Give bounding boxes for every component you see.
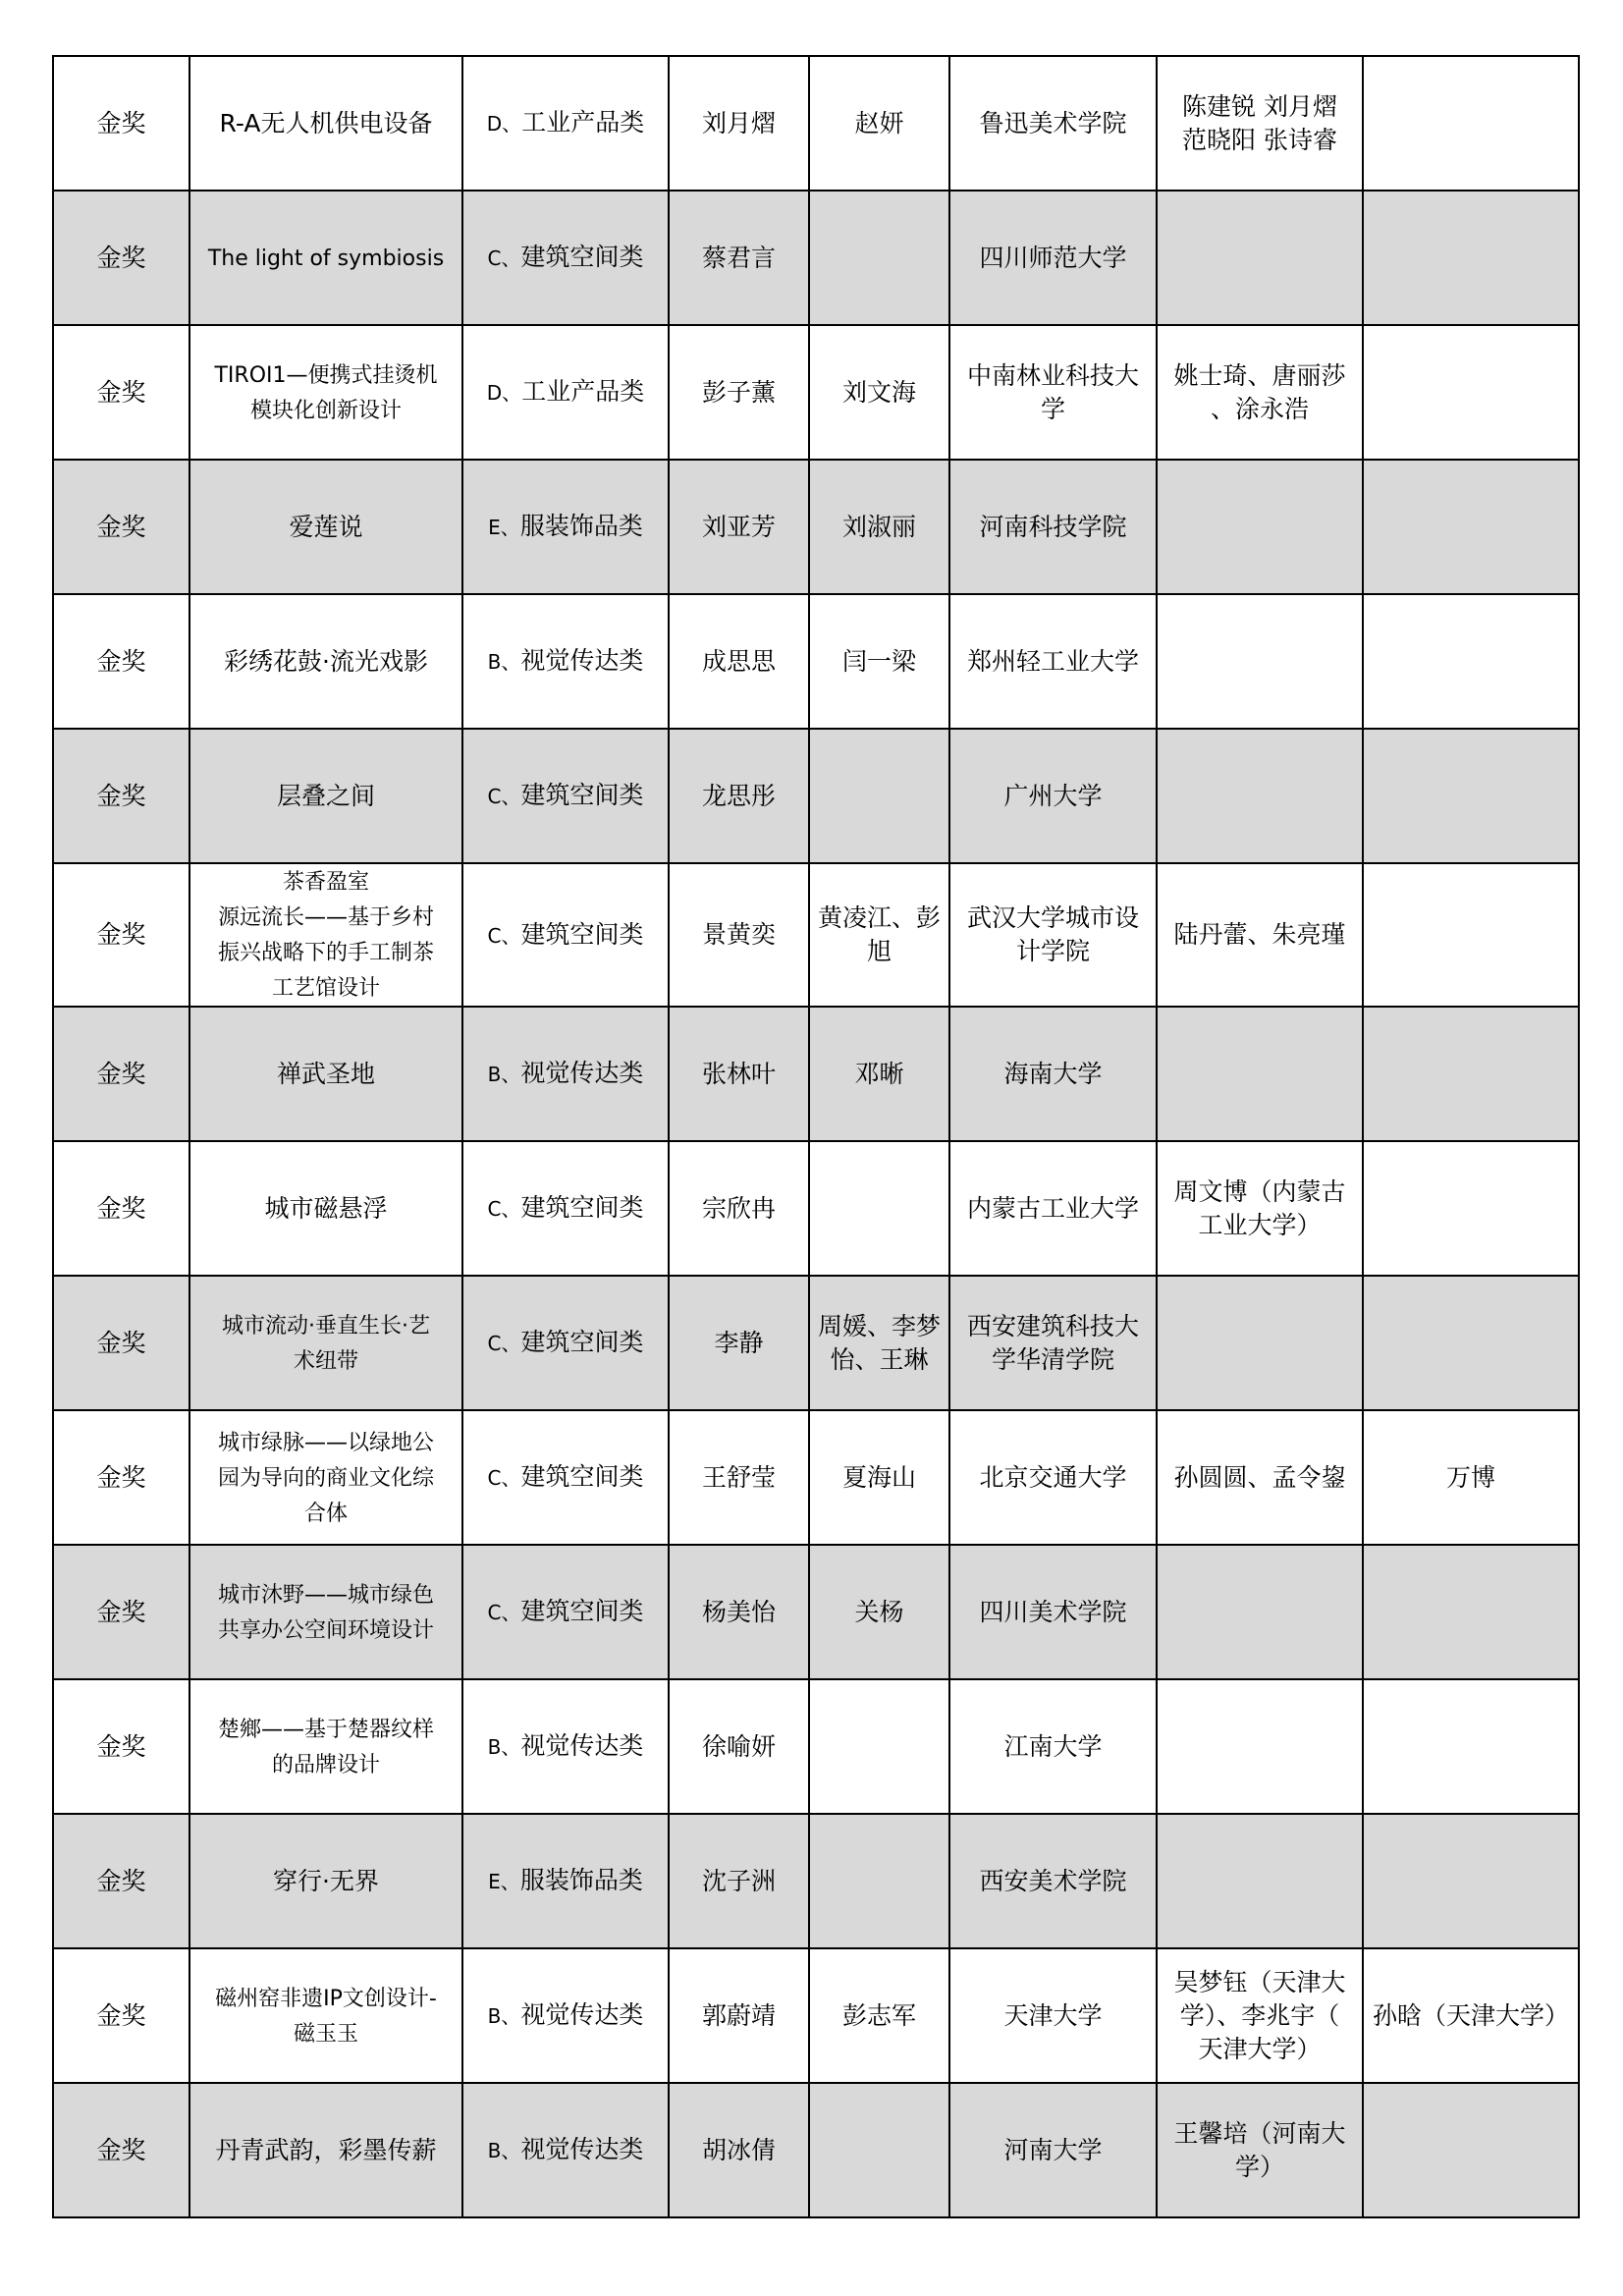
category-label: 视觉传达类 — [520, 2000, 644, 2029]
award-cell — [53, 2083, 189, 2217]
teacher-text: 刘文海 — [841, 377, 916, 407]
author-text: 徐喻妍 — [701, 1731, 776, 1761]
author-cell — [669, 2083, 809, 2217]
extra-cell — [1363, 1679, 1579, 1814]
category-code: B、 — [487, 650, 521, 674]
members-cell — [1157, 729, 1363, 863]
category-code: B、 — [487, 1735, 521, 1759]
category-cell — [462, 863, 669, 1007]
category-label: 视觉传达类 — [520, 1059, 644, 1087]
author-text: 郭蔚靖 — [701, 2000, 776, 2030]
extra-text: 孙晗（天津大学） — [1372, 2000, 1569, 2030]
members-cell — [1157, 191, 1363, 325]
award-cell — [53, 594, 189, 729]
teacher-cell — [809, 1141, 949, 1276]
award-text: 金奖 — [96, 1597, 146, 1626]
work-title-cell — [189, 1141, 462, 1276]
category-label: 建筑空间类 — [520, 243, 644, 271]
award-cell — [53, 1141, 189, 1276]
table-row — [53, 1814, 1579, 1948]
category-code: C、 — [487, 1332, 521, 1355]
school-cell — [949, 1007, 1157, 1141]
author-text: 景黄奕 — [701, 920, 776, 949]
teacher-text: 夏海山 — [841, 1462, 916, 1492]
school-cell — [949, 2083, 1157, 2217]
teacher-cell — [809, 863, 949, 1007]
category-cell — [462, 2083, 669, 2217]
school-text: 河南大学 — [1003, 2135, 1103, 2164]
category-label: 建筑空间类 — [520, 1597, 644, 1625]
award-text: 金奖 — [96, 1866, 146, 1895]
work-title-cell — [189, 191, 462, 325]
work-title-cell — [189, 1410, 462, 1545]
category-label: 视觉传达类 — [520, 2135, 644, 2163]
school-cell — [949, 1545, 1157, 1679]
award-text: 金奖 — [96, 1328, 146, 1357]
award-cell — [53, 1007, 189, 1141]
award-cell — [53, 325, 189, 460]
author-cell — [669, 594, 809, 729]
members-cell — [1157, 863, 1363, 1007]
awards-table — [52, 55, 1580, 2218]
work-title-text: 城市沐野——城市绿色 共享办公空间环境设计 — [217, 1582, 434, 1643]
teacher-cell — [809, 1814, 949, 1948]
school-text: 天津大学 — [1003, 2000, 1103, 2030]
category-label: 建筑空间类 — [520, 919, 644, 949]
work-title-cell — [189, 460, 462, 594]
work-title-cell — [189, 1007, 462, 1141]
teacher-cell — [809, 325, 949, 460]
work-title-text: 爱莲说 — [289, 512, 363, 541]
award-cell — [53, 1679, 189, 1814]
teacher-text: 刘淑丽 — [841, 512, 916, 541]
author-text: 胡冰倩 — [701, 2135, 776, 2164]
award-text: 金奖 — [96, 2000, 146, 2030]
category-code: B、 — [487, 2139, 521, 2162]
award-cell — [53, 1545, 189, 1679]
members-cell — [1157, 1007, 1363, 1141]
work-title-text: 禅武圣地 — [276, 1059, 375, 1088]
members-text: 孙圆圆、孟令鋆 — [1173, 1462, 1346, 1492]
work-title-cell — [189, 1276, 462, 1410]
category-cell — [462, 460, 669, 594]
author-cell — [669, 1948, 809, 2083]
school-text: 广州大学 — [1003, 781, 1103, 810]
members-cell — [1157, 1814, 1363, 1948]
school-cell — [949, 191, 1157, 325]
category-label: 工业产品类 — [521, 108, 645, 137]
school-text: 内蒙古工业大学 — [966, 1193, 1139, 1223]
author-text: 成思思 — [701, 646, 776, 676]
teacher-cell — [809, 460, 949, 594]
work-title-cell — [189, 2083, 462, 2217]
members-cell — [1157, 1410, 1363, 1545]
category-code: C、 — [487, 785, 521, 808]
extra-cell — [1363, 2083, 1579, 2217]
school-text: 郑州轻工业大学 — [966, 646, 1139, 676]
work-title-cell — [189, 325, 462, 460]
members-cell — [1157, 1679, 1363, 1814]
work-title-cell — [189, 56, 462, 191]
members-cell — [1157, 1276, 1363, 1410]
work-title-text: 城市流动·垂直生长·艺 术纽带 — [222, 1313, 430, 1374]
teacher-cell — [809, 56, 949, 191]
category-cell — [462, 1679, 669, 1814]
work-title-text: 城市磁悬浮 — [264, 1193, 388, 1223]
award-text: 金奖 — [96, 920, 146, 949]
award-text: 金奖 — [96, 1193, 146, 1223]
category-cell — [462, 1545, 669, 1679]
author-cell — [669, 1141, 809, 1276]
category-code: B、 — [487, 2004, 521, 2028]
category-code: D、 — [486, 112, 522, 136]
author-text: 李静 — [714, 1328, 764, 1357]
work-title-text: 层叠之间 — [276, 781, 375, 810]
category-label: 视觉传达类 — [520, 646, 644, 675]
extra-cell — [1363, 191, 1579, 325]
table-row — [53, 1679, 1579, 1814]
work-title-cell — [189, 594, 462, 729]
work-title-cell — [189, 1679, 462, 1814]
school-cell — [949, 1276, 1157, 1410]
school-text: 江南大学 — [1003, 1731, 1103, 1761]
members-cell — [1157, 1948, 1363, 2083]
table-row — [53, 729, 1579, 863]
table-row — [53, 1276, 1579, 1410]
award-cell — [53, 191, 189, 325]
award-text: 金奖 — [96, 1731, 146, 1761]
school-text: 北京交通大学 — [979, 1462, 1127, 1492]
school-cell — [949, 325, 1157, 460]
extra-cell — [1363, 1141, 1579, 1276]
category-label: 建筑空间类 — [520, 1462, 644, 1491]
extra-cell — [1363, 56, 1579, 191]
category-cell — [462, 1007, 669, 1141]
school-cell — [949, 1679, 1157, 1814]
category-label: 服装饰品类 — [519, 512, 643, 540]
work-title-text: 穿行·无界 — [273, 1866, 379, 1895]
category-cell — [462, 594, 669, 729]
work-title-text: 城市绿脉——以绿地公 园为导向的商业文化综 合体 — [217, 1430, 434, 1526]
teacher-text: 黄凌江、彭 旭 — [817, 903, 941, 965]
extra-cell — [1363, 729, 1579, 863]
author-cell — [669, 729, 809, 863]
school-text: 四川美术学院 — [979, 1597, 1127, 1626]
table-row — [53, 1410, 1579, 1545]
school-text: 河南科技学院 — [979, 512, 1127, 541]
table-row — [53, 594, 1579, 729]
award-text: 金奖 — [96, 2135, 146, 2164]
extra-cell — [1363, 1276, 1579, 1410]
extra-text: 万博 — [1445, 1462, 1495, 1492]
table-row — [53, 460, 1579, 594]
author-cell — [669, 1545, 809, 1679]
author-text: 刘月熠 — [701, 108, 776, 137]
award-cell — [53, 1814, 189, 1948]
extra-cell — [1363, 1814, 1579, 1948]
work-title-cell — [189, 1948, 462, 2083]
author-text: 沈子洲 — [701, 1866, 776, 1895]
extra-cell — [1363, 1410, 1579, 1545]
author-cell — [669, 1814, 809, 1948]
extra-cell — [1363, 325, 1579, 460]
school-cell — [949, 460, 1157, 594]
author-text: 杨美怡 — [701, 1597, 776, 1626]
category-label: 工业产品类 — [521, 377, 645, 406]
school-cell — [949, 56, 1157, 191]
category-label: 视觉传达类 — [520, 1731, 644, 1760]
work-title-text: 楚鄉——基于楚器纹样 的品牌设计 — [217, 1717, 434, 1777]
teacher-cell — [809, 594, 949, 729]
author-text: 刘亚芳 — [701, 512, 776, 541]
members-text: 王馨培（河南大 学） — [1173, 2118, 1346, 2181]
category-label: 服装饰品类 — [519, 1866, 643, 1894]
work-title-cell — [189, 863, 462, 1007]
teacher-cell — [809, 1276, 949, 1410]
category-code: C、 — [487, 1197, 521, 1221]
extra-cell — [1363, 594, 1579, 729]
school-text: 中南林业科技大 学 — [966, 360, 1139, 423]
award-cell — [53, 1276, 189, 1410]
school-text: 海南大学 — [1003, 1059, 1103, 1088]
category-label: 建筑空间类 — [520, 1328, 644, 1356]
award-cell — [53, 460, 189, 594]
author-cell — [669, 863, 809, 1007]
school-cell — [949, 1410, 1157, 1545]
author-cell — [669, 191, 809, 325]
table-row — [53, 191, 1579, 325]
table-row — [53, 56, 1579, 191]
school-cell — [949, 1141, 1157, 1276]
award-text: 金奖 — [96, 377, 146, 407]
school-text: 武汉大学城市设 计学院 — [966, 903, 1139, 965]
table-row — [53, 1545, 1579, 1679]
category-cell — [462, 191, 669, 325]
work-title-text: 丹青武韵，彩墨传薪 — [215, 2135, 437, 2164]
table-row — [53, 1141, 1579, 1276]
work-title-text: R-A无人机供电设备 — [219, 108, 433, 137]
school-cell — [949, 863, 1157, 1007]
members-text: 姚士琦、唐丽莎 、涂永浩 — [1173, 360, 1346, 423]
table-row — [53, 863, 1579, 1007]
category-code: C、 — [487, 1601, 521, 1624]
author-cell — [669, 460, 809, 594]
author-text: 龙思彤 — [701, 781, 776, 810]
school-text: 西安美术学院 — [979, 1866, 1127, 1895]
school-text: 四川师范大学 — [979, 243, 1127, 272]
award-cell — [53, 1410, 189, 1545]
work-title-text: The light of symbiosis — [207, 246, 445, 271]
teacher-cell — [809, 1007, 949, 1141]
category-cell — [462, 56, 669, 191]
members-text: 陆丹蕾、朱亮瑾 — [1173, 920, 1346, 949]
author-cell — [669, 56, 809, 191]
work-title-cell — [189, 1545, 462, 1679]
school-text: 鲁迅美术学院 — [979, 108, 1127, 137]
category-cell — [462, 1410, 669, 1545]
members-cell — [1157, 2083, 1363, 2217]
table-row — [53, 1007, 1579, 1141]
award-cell — [53, 56, 189, 191]
category-code: C、 — [487, 923, 521, 948]
members-cell — [1157, 325, 1363, 460]
award-cell — [53, 1948, 189, 2083]
award-text: 金奖 — [96, 512, 146, 541]
author-cell — [669, 1276, 809, 1410]
category-cell — [462, 729, 669, 863]
teacher-cell — [809, 1545, 949, 1679]
category-label: 建筑空间类 — [520, 781, 644, 809]
teacher-text: 闫一梁 — [841, 646, 916, 676]
award-cell — [53, 863, 189, 1007]
table-body — [53, 56, 1579, 2217]
teacher-cell — [809, 2083, 949, 2217]
author-cell — [669, 325, 809, 460]
members-text: 吴梦钰（天津大 学）、李兆宇（ 天津大学） — [1173, 1967, 1346, 2063]
award-cell — [53, 729, 189, 863]
category-code: E、 — [488, 516, 520, 539]
members-cell — [1157, 1545, 1363, 1679]
author-cell — [669, 1410, 809, 1545]
members-cell — [1157, 460, 1363, 594]
category-cell — [462, 325, 669, 460]
award-text: 金奖 — [96, 1059, 146, 1088]
teacher-cell — [809, 1679, 949, 1814]
teacher-cell — [809, 729, 949, 863]
author-text: 宗欣冉 — [701, 1193, 776, 1223]
extra-cell — [1363, 863, 1579, 1007]
award-text: 金奖 — [96, 243, 146, 272]
category-code: E、 — [488, 1870, 520, 1893]
award-text: 金奖 — [96, 1462, 146, 1492]
teacher-text: 关杨 — [854, 1597, 904, 1626]
work-title-text: 彩绣花鼓·流光戏影 — [224, 646, 428, 676]
category-code: D、 — [486, 381, 522, 405]
table-row — [53, 325, 1579, 460]
work-title-text: 茶香盈室 源远流长——基于乡村 振兴战略下的手工制茶 工艺馆设计 — [217, 870, 434, 1001]
author-cell — [669, 1679, 809, 1814]
author-text: 彭子薰 — [701, 377, 776, 407]
members-cell — [1157, 1141, 1363, 1276]
work-title-cell — [189, 729, 462, 863]
category-cell — [462, 1948, 669, 2083]
table-row — [53, 2083, 1579, 2217]
members-cell — [1157, 56, 1363, 191]
author-text: 王舒莹 — [701, 1462, 776, 1492]
extra-cell — [1363, 1007, 1579, 1141]
category-cell — [462, 1276, 669, 1410]
author-text: 张林叶 — [701, 1059, 776, 1088]
category-cell — [462, 1814, 669, 1948]
school-cell — [949, 729, 1157, 863]
teacher-cell — [809, 191, 949, 325]
category-code: C、 — [487, 1466, 521, 1490]
author-cell — [669, 1007, 809, 1141]
author-text: 蔡君言 — [701, 243, 776, 272]
school-cell — [949, 1948, 1157, 2083]
extra-cell — [1363, 1545, 1579, 1679]
category-label: 建筑空间类 — [520, 1193, 644, 1222]
work-title-text: 磁州窑非遗IP文创设计- 磁玉玉 — [215, 1986, 437, 2047]
teacher-cell — [809, 1410, 949, 1545]
table-row — [53, 1948, 1579, 2083]
teacher-text: 邓晰 — [854, 1059, 904, 1088]
members-text: 周文博（内蒙古 工业大学） — [1173, 1176, 1346, 1239]
teacher-cell — [809, 1948, 949, 2083]
award-text: 金奖 — [96, 108, 146, 137]
teacher-text: 赵妍 — [854, 108, 904, 137]
school-text: 西安建筑科技大 学华清学院 — [966, 1311, 1139, 1374]
extra-cell — [1363, 1948, 1579, 2083]
award-text: 金奖 — [96, 646, 146, 676]
teacher-text: 彭志军 — [841, 2000, 916, 2030]
work-title-text: TIROI1—便携式挂烫机 模块化创新设计 — [214, 362, 438, 423]
school-cell — [949, 594, 1157, 729]
extra-cell — [1363, 460, 1579, 594]
category-cell — [462, 1141, 669, 1276]
members-cell — [1157, 594, 1363, 729]
category-code: C、 — [487, 246, 521, 270]
school-cell — [949, 1814, 1157, 1948]
teacher-text: 周媛、李梦 怡、王琳 — [817, 1311, 941, 1374]
members-text: 陈建锐 刘月熠 范晓阳 张诗睿 — [1182, 91, 1337, 154]
category-code: B、 — [487, 1063, 521, 1086]
award-text: 金奖 — [96, 781, 146, 810]
work-title-cell — [189, 1814, 462, 1948]
